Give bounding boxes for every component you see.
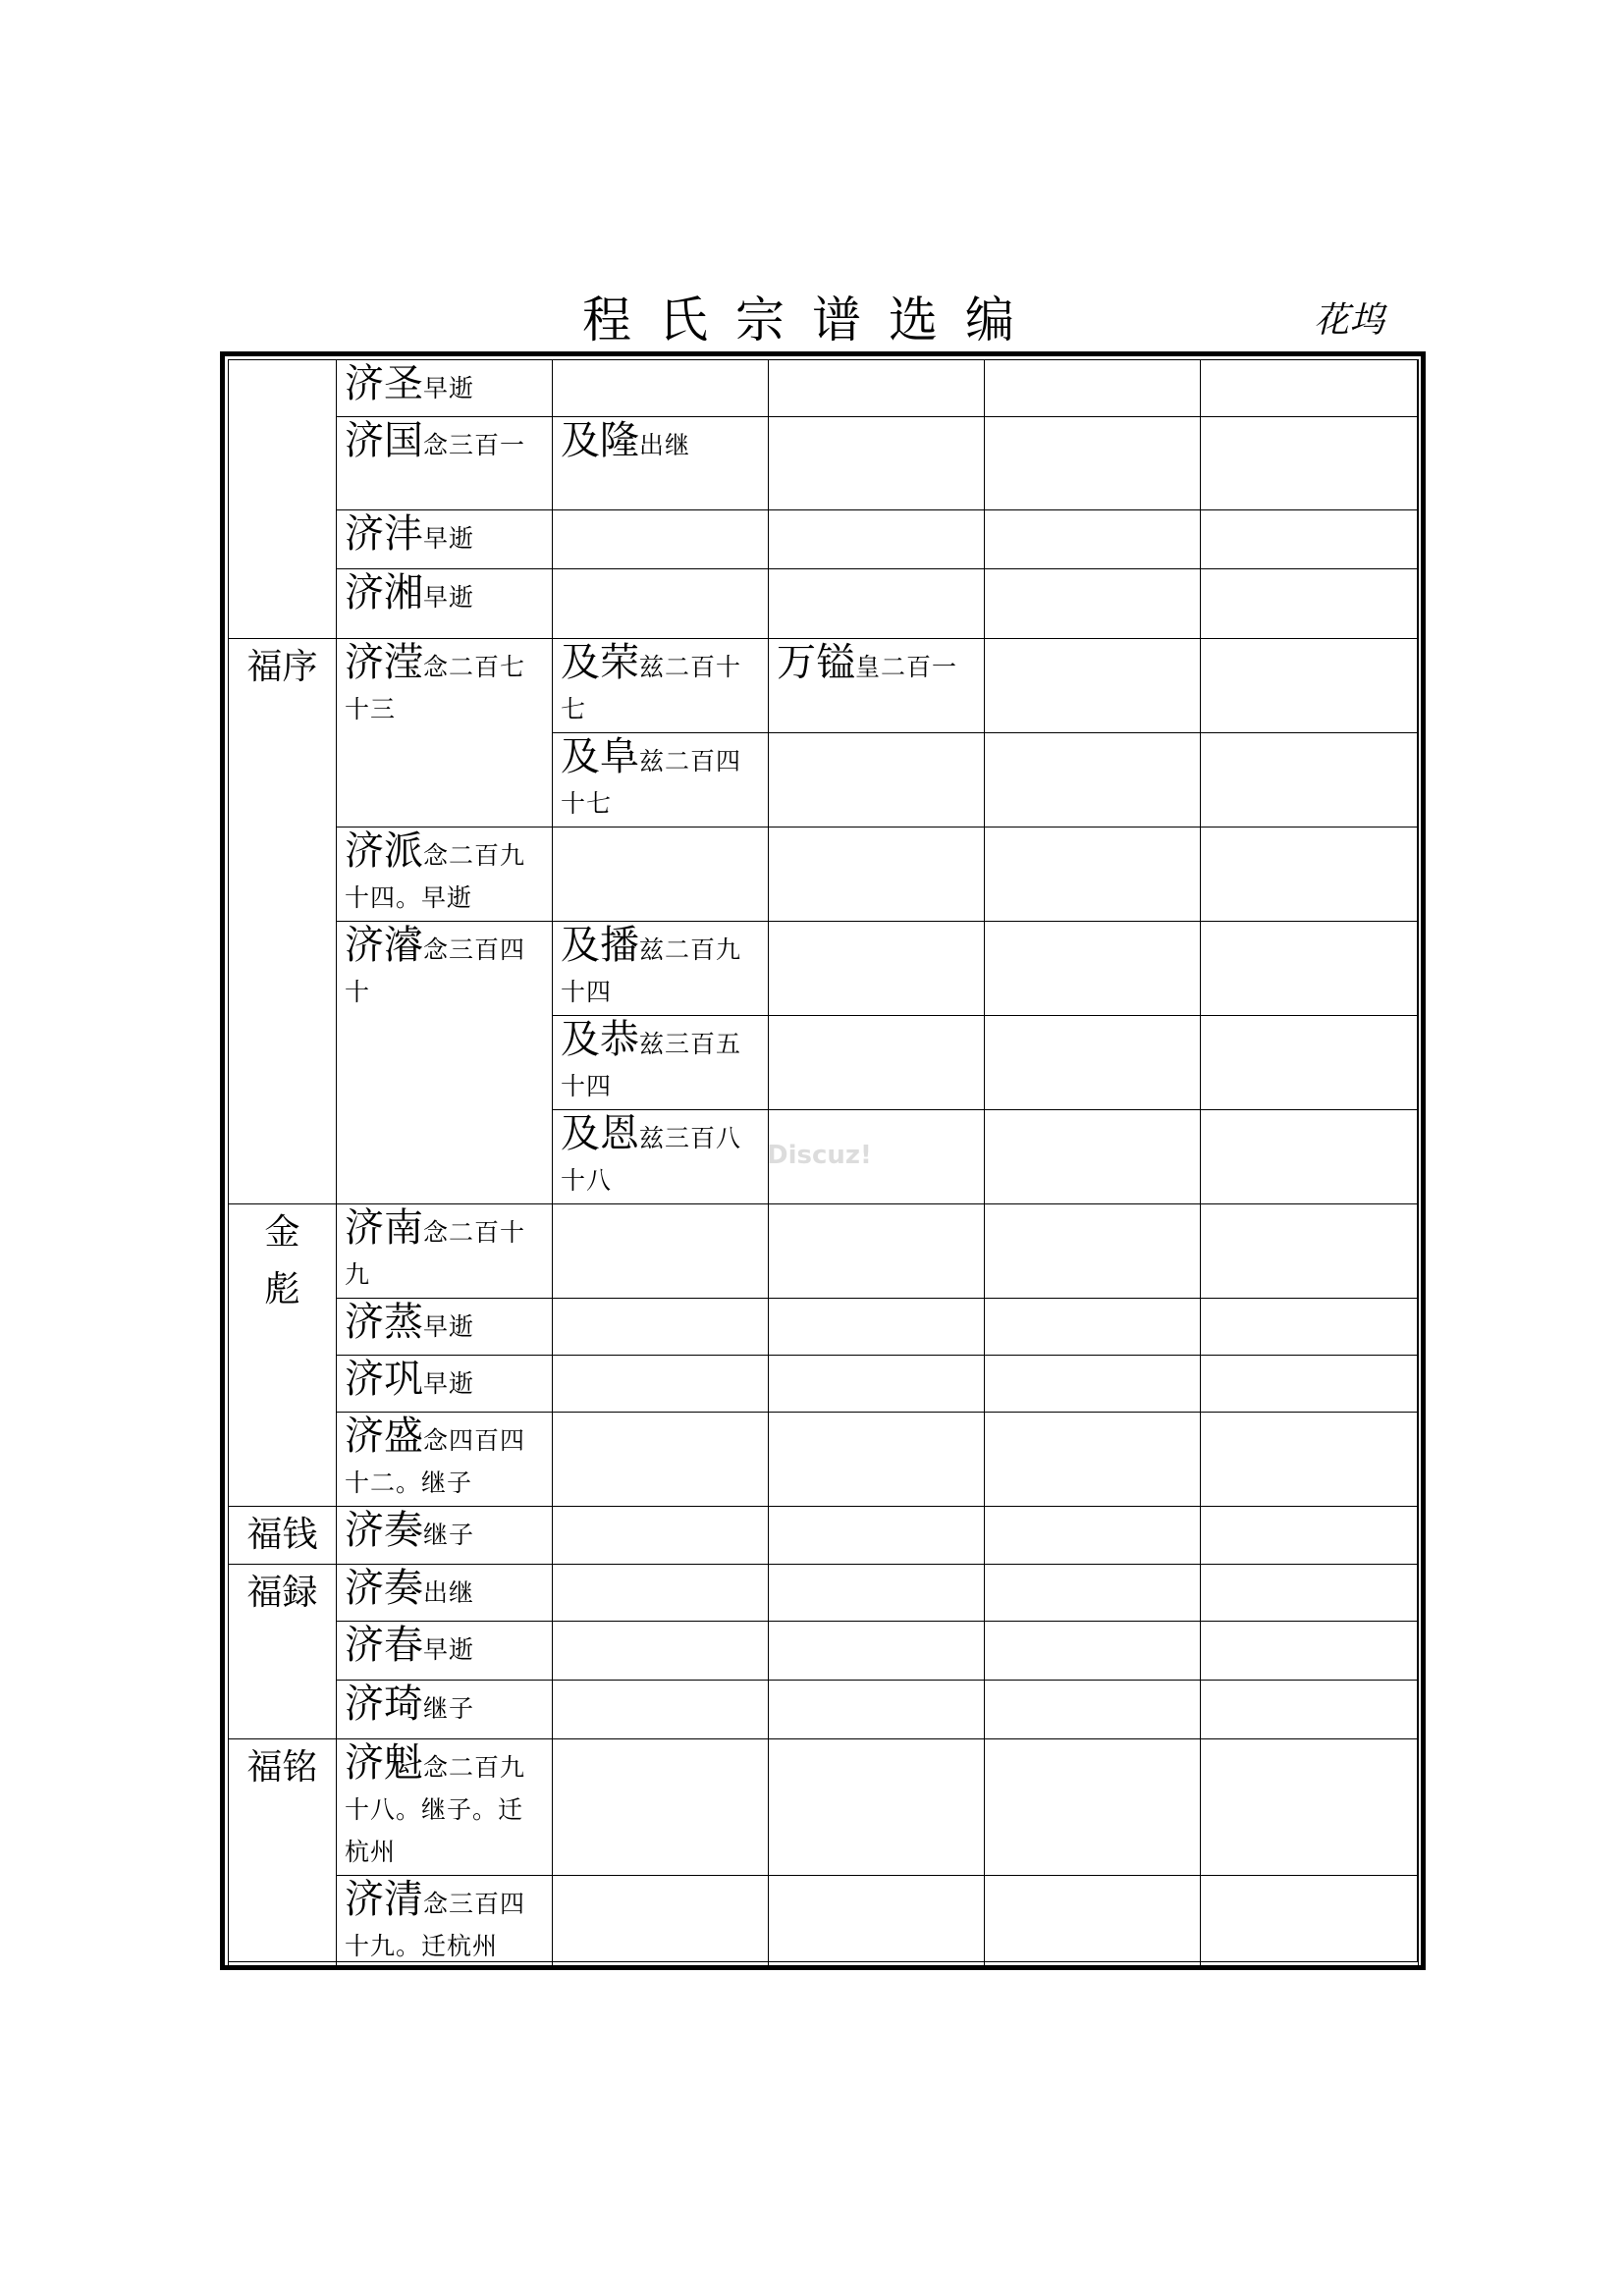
son-name: 济滢 bbox=[345, 640, 423, 685]
table-row bbox=[229, 1622, 1419, 1681]
table-row bbox=[229, 510, 1419, 569]
table-row bbox=[229, 1507, 1419, 1565]
watermark: Discuz! bbox=[767, 1141, 872, 1170]
son-note: 念三百四十九。迁杭州 bbox=[345, 1890, 526, 1960]
son-note: 继子 bbox=[423, 1694, 475, 1723]
son-cell bbox=[337, 922, 553, 1204]
grandson-name: 及隆 bbox=[561, 418, 639, 463]
son-cell bbox=[337, 1507, 553, 1565]
grandson-cell bbox=[553, 417, 769, 510]
son-note: 念二百七十三 bbox=[345, 653, 526, 723]
father-cell bbox=[229, 639, 337, 1204]
father-cell bbox=[229, 1565, 337, 1739]
grandson-name: 及恭 bbox=[561, 1017, 639, 1062]
son-cell bbox=[337, 1204, 553, 1299]
son-cell bbox=[337, 1876, 553, 1970]
son-name: 济濬 bbox=[345, 923, 423, 968]
son-name: 济奏 bbox=[345, 1566, 423, 1611]
son-note: 继子 bbox=[423, 1521, 475, 1549]
son-name: 济琦 bbox=[345, 1682, 423, 1727]
greatgrandson-name: 万镒 bbox=[777, 640, 855, 685]
father-cell-empty bbox=[229, 360, 337, 639]
table-row bbox=[229, 1299, 1419, 1356]
son-cell bbox=[337, 1413, 553, 1507]
table-row bbox=[229, 569, 1419, 639]
grandson-cell bbox=[553, 922, 769, 1016]
son-note: 念二百十九 bbox=[345, 1218, 526, 1289]
table-row bbox=[229, 1565, 1419, 1622]
father-cell bbox=[229, 1204, 337, 1507]
grandson-cell bbox=[553, 1016, 769, 1110]
table-row bbox=[229, 360, 1419, 417]
grandson-cell bbox=[553, 1110, 769, 1204]
son-cell bbox=[337, 510, 553, 569]
table-row bbox=[229, 639, 1419, 733]
table-row bbox=[229, 1681, 1419, 1739]
grandson-note: 兹三百八十八 bbox=[561, 1124, 742, 1195]
son-note: 出继 bbox=[423, 1578, 475, 1607]
grandson-name: 及播 bbox=[561, 923, 639, 968]
son-cell bbox=[337, 360, 553, 417]
grandson-note: 兹二百四十七 bbox=[561, 747, 742, 818]
son-cell bbox=[337, 1681, 553, 1739]
grandson-name: 及阜 bbox=[561, 734, 639, 779]
grandson-note: 出继 bbox=[639, 431, 691, 459]
father-name: 福铭 bbox=[246, 1747, 318, 1788]
grandson-cell bbox=[553, 639, 769, 733]
son-name: 济蒸 bbox=[345, 1300, 423, 1345]
son-cell bbox=[337, 1299, 553, 1356]
table-row bbox=[229, 828, 1419, 922]
son-cell bbox=[337, 639, 553, 828]
son-name: 济圣 bbox=[345, 361, 423, 406]
son-cell bbox=[337, 1565, 553, 1622]
table-row bbox=[229, 1204, 1419, 1299]
son-name: 济魁 bbox=[345, 1740, 423, 1786]
son-name: 济国 bbox=[345, 418, 423, 463]
father-cell bbox=[229, 1507, 337, 1565]
son-name: 济春 bbox=[345, 1623, 423, 1668]
son-cell bbox=[337, 417, 553, 510]
son-cell bbox=[337, 569, 553, 639]
father-name: 福钱 bbox=[246, 1515, 318, 1555]
son-name: 济派 bbox=[345, 828, 423, 874]
father-name-part: 金 bbox=[264, 1212, 300, 1253]
son-note: 早逝 bbox=[423, 1635, 475, 1664]
son-cell bbox=[337, 1622, 553, 1681]
son-name: 济巩 bbox=[345, 1357, 423, 1402]
page-title: 程氏宗谱选编 bbox=[582, 292, 1042, 348]
son-note: 念三百四十 bbox=[345, 935, 526, 1006]
father-name: 福序 bbox=[246, 647, 318, 687]
table-row bbox=[229, 1876, 1419, 1970]
table-row bbox=[229, 1739, 1419, 1876]
grandson-name: 及荣 bbox=[561, 640, 639, 685]
table-row bbox=[229, 417, 1419, 510]
grandson-name: 及恩 bbox=[561, 1111, 639, 1156]
son-note: 念四百四十二。继子 bbox=[345, 1426, 526, 1497]
grandson-note: 兹二百十七 bbox=[561, 653, 742, 723]
father-cell bbox=[229, 1739, 337, 1970]
son-name: 济奏 bbox=[345, 1508, 423, 1553]
grandson-note: 兹三百五十四 bbox=[561, 1030, 742, 1100]
son-name: 济南 bbox=[345, 1205, 423, 1251]
greatgrandson-cell bbox=[769, 639, 985, 733]
son-name: 济沣 bbox=[345, 511, 423, 557]
father-name: 福録 bbox=[246, 1573, 318, 1613]
grandson-cell bbox=[553, 733, 769, 828]
son-name: 济清 bbox=[345, 1877, 423, 1922]
greatgrandson-note: 皇二百一 bbox=[855, 653, 958, 681]
son-name: 济湘 bbox=[345, 570, 423, 615]
son-note: 念三百一 bbox=[423, 431, 526, 459]
location-label: 花坞 bbox=[1314, 300, 1385, 341]
son-note: 念二百九十四。早逝 bbox=[345, 841, 526, 912]
table-row bbox=[229, 1413, 1419, 1507]
son-cell bbox=[337, 1739, 553, 1876]
father-name-part: 彪 bbox=[264, 1269, 300, 1309]
son-note: 早逝 bbox=[423, 1369, 475, 1398]
son-note: 早逝 bbox=[423, 524, 475, 553]
son-name: 济盛 bbox=[345, 1414, 423, 1459]
grandson-note: 兹二百九十四 bbox=[561, 935, 742, 1006]
son-note: 念二百九十八。继子。迁杭州 bbox=[345, 1753, 526, 1866]
table-row bbox=[229, 1356, 1419, 1413]
table-row bbox=[229, 922, 1419, 1016]
son-note: 早逝 bbox=[423, 374, 475, 402]
son-cell bbox=[337, 1356, 553, 1413]
son-note: 早逝 bbox=[423, 1312, 475, 1341]
son-cell bbox=[337, 828, 553, 922]
son-note: 早逝 bbox=[423, 583, 475, 612]
